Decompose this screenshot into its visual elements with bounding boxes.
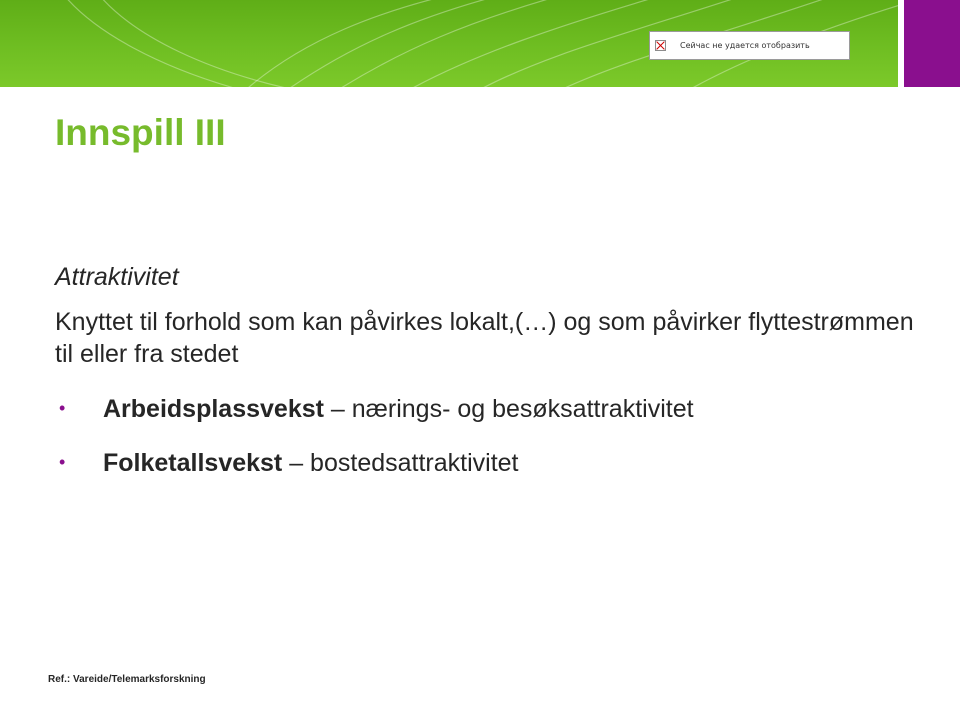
bullet-icon: •	[59, 452, 66, 472]
header-accent-block	[904, 0, 960, 87]
slide-paragraph: Knyttet til forhold som kan påvirkes lokalt,(…) og som påvirker flyttestrømmen til eller fra stedet	[55, 308, 914, 368]
bullet-keyword: Folketallsvekst	[103, 449, 283, 477]
missing-image-text: Сейчас не удается отобразить	[680, 41, 810, 50]
bullet-item	[55, 448, 915, 478]
slide-content	[55, 262, 915, 478]
missing-image-placeholder	[649, 31, 850, 60]
bullet-list	[55, 394, 915, 478]
bullet-icon: •	[59, 398, 66, 418]
bullet-item	[55, 394, 915, 424]
bullet-keyword: Arbeidsplassvekst	[103, 395, 324, 423]
bullet-description: – nærings- og besøksattraktivitet	[323, 395, 694, 423]
broken-image-icon	[655, 40, 666, 51]
bullet-description: – bostedsattraktivitet	[282, 449, 519, 477]
slide-title: Innspill III	[55, 112, 226, 153]
footer-reference: Ref.: Vareide/Telemarksforskning	[48, 674, 206, 685]
slide-subheading: Attraktivitet	[55, 263, 179, 291]
